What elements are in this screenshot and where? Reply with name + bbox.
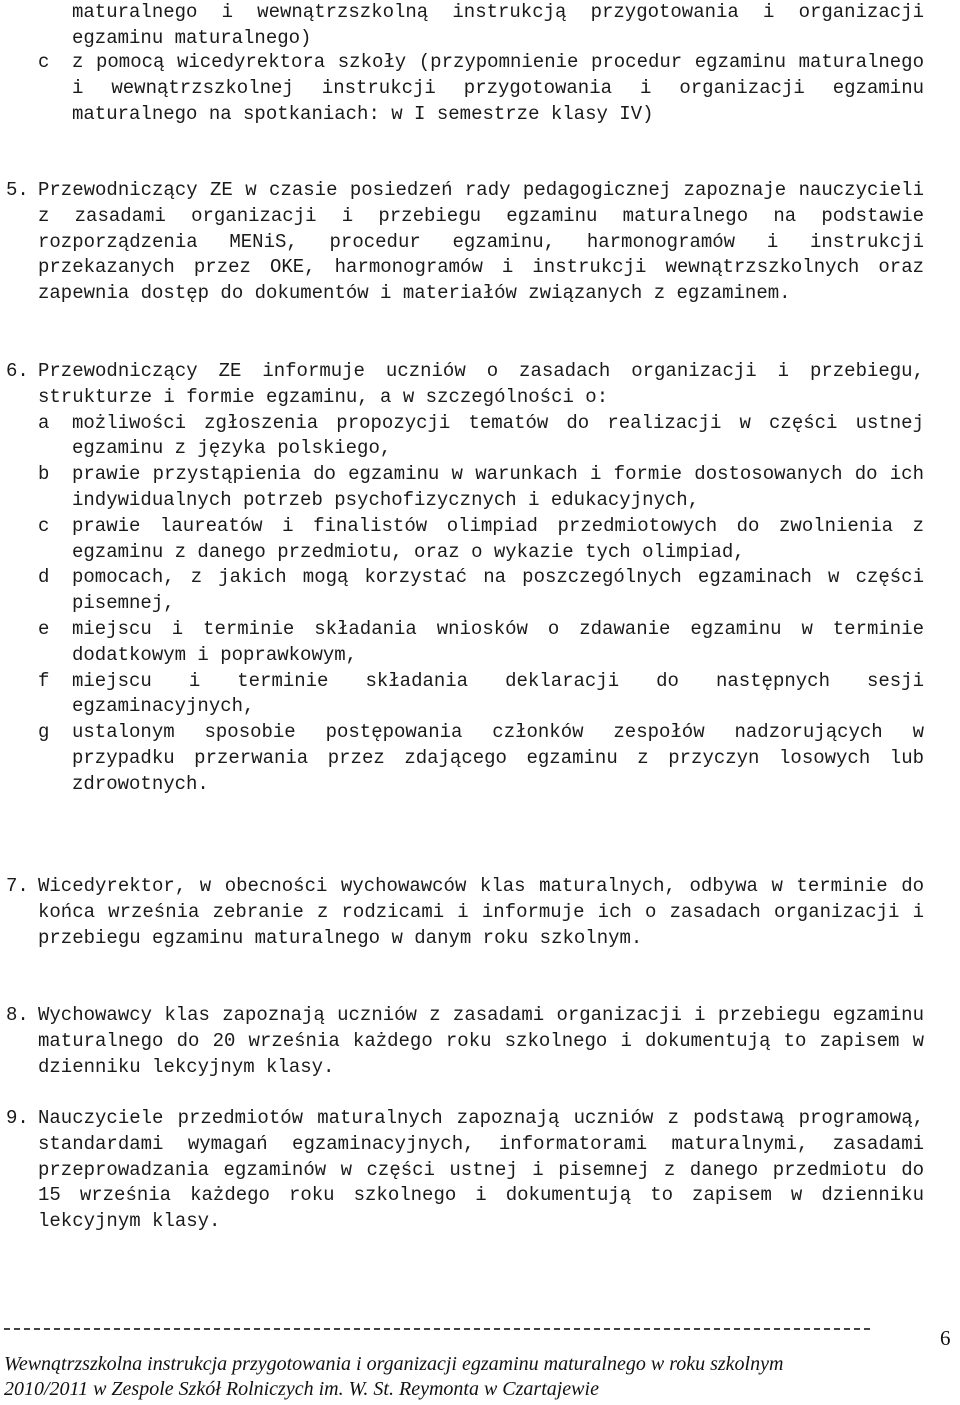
list-item-f	[38, 669, 924, 721]
section-9	[0, 1106, 960, 1235]
page-number: 6	[940, 1326, 951, 1350]
list-item-c	[38, 514, 924, 566]
section-paragraph: Nauczyciele przedmiotów maturalnych zapoznają uczniów z podstawą programową, standardami wymagań egzaminacyjnych, informatorami maturalnymi, zasadami przeprowadzania egzaminów w części ustnej i pisemnej z danego przedmiotu do 15 września każdego roku szkolnego i dokumentują to zapisem w dzienniku lekcyjnym klasy.	[38, 1107, 924, 1233]
list-marker: c	[38, 514, 50, 537]
list-marker: d	[38, 566, 50, 589]
list-item-c-continued	[38, 50, 924, 127]
list-item-g	[38, 720, 924, 797]
list-marker: b	[38, 463, 50, 486]
section-number: 8.	[6, 1004, 29, 1026]
footer-divider	[4, 1328, 870, 1330]
section-paragraph: Wicedyrektor, w obecności wychowawców klas maturalnych, odbywa w terminie do końca września zebranie z rodzicami i informuje ich o zasadach organizacji i przebiegu egzaminu maturalnego w danym roku szkolnym.	[38, 875, 924, 949]
list-marker: g	[38, 721, 50, 744]
list-marker: c	[38, 51, 50, 73]
list-item-text: z pomocą wicedyrektora szkoły (przypomnienie procedur egzaminu maturalnego i wewnątrzszkolnej instrukcji przygotowania i organizacji egzaminu maturalnego na spotkaniach: w I semestrze klasy IV)	[72, 51, 924, 125]
section-7	[0, 874, 960, 951]
list-item-text: prawie laureatów i finalistów olimpiad przedmiotowych do zwolnienia z egzaminu z danego przedmiotu, oraz o wykazie tych olimpiad,	[72, 514, 924, 563]
section-number: 9.	[6, 1107, 29, 1129]
section-paragraph: Przewodniczący ZE w czasie posiedzeń rady pedagogicznej zapoznaje nauczycieli z zasadami organizacji i przebiegu egzaminu maturalnego na podstawie rozporządzenia MENiS, procedur egzaminu, harmonogramów i instrukcji przekazanych przez OKE, harmonogramów i instrukcji wewnątrzszkolnych oraz zapewnia dostęp do dokumentów i materiałów związanych z egzaminem.	[38, 179, 924, 305]
list-marker: e	[38, 617, 50, 640]
section-number: 7.	[6, 875, 29, 897]
list-item-b	[38, 462, 924, 514]
continued-text: maturalnego i wewnątrzszkolną instrukcją przygotowania i organizacji egzaminu maturalnego)	[72, 1, 924, 49]
footer-line-1: Wewnątrzszkolna instrukcja przygotowania i organizacji egzaminu maturalnego w roku szkolnym	[4, 1353, 784, 1375]
section-number: 5.	[6, 179, 29, 201]
list-marker: f	[38, 669, 50, 692]
list-item-text: miejscu i terminie składania deklaracji do następnych sesji egzaminacyjnych,	[72, 669, 924, 718]
list-item-text: pomocach, z jakich mogą korzystać na poszczególnych egzaminach w części pisemnej,	[72, 566, 924, 615]
section-8	[0, 1003, 960, 1080]
footer-line-2: 2010/2011 w Zespole Szkół Rolniczych im. W. St. Reymonta w Czartajewie	[4, 1378, 599, 1400]
list-item-text: prawie przystąpienia do egzaminu w warunkach i formie dostosowanych do ich indywidualnych potrzeb psychofizycznych i edukacyjnych,	[72, 463, 924, 511]
section-6	[0, 359, 960, 798]
list-item-text: ustalonym sposobie postępowania członków zespołów nadzorujących w przypadku przerwania przez zdającego egzaminu z przyczyn losowych lub zdrowotnych.	[72, 721, 924, 795]
list-item-a	[38, 411, 924, 463]
section-number: 6.	[6, 360, 29, 382]
section-paragraph: Wychowawcy klas zapoznają uczniów z zasadami organizacji i przebiegu egzaminu maturalnego do 20 września każdego roku szkolnego i dokumentują to zapisem w dzienniku lekcyjnym klasy.	[38, 1004, 924, 1078]
list-item-text: miejscu i terminie składania wniosków o zdawanie egzaminu w terminie dodatkowym i poprawkowym,	[72, 617, 924, 666]
list-item-d	[38, 565, 924, 617]
list-marker: a	[38, 411, 50, 434]
section-5	[0, 178, 960, 307]
list-item-e	[38, 617, 924, 669]
section-paragraph: Przewodniczący ZE informuje uczniów o zasadach organizacji i przebiegu, strukturze i formie egzaminu, a w szczególności o:	[38, 360, 924, 408]
list-item-text: możliwości zgłoszenia propozycji tematów do realizacji w części ustnej egzaminu z języka polskiego,	[72, 411, 924, 460]
page-footer	[4, 1352, 904, 1402]
